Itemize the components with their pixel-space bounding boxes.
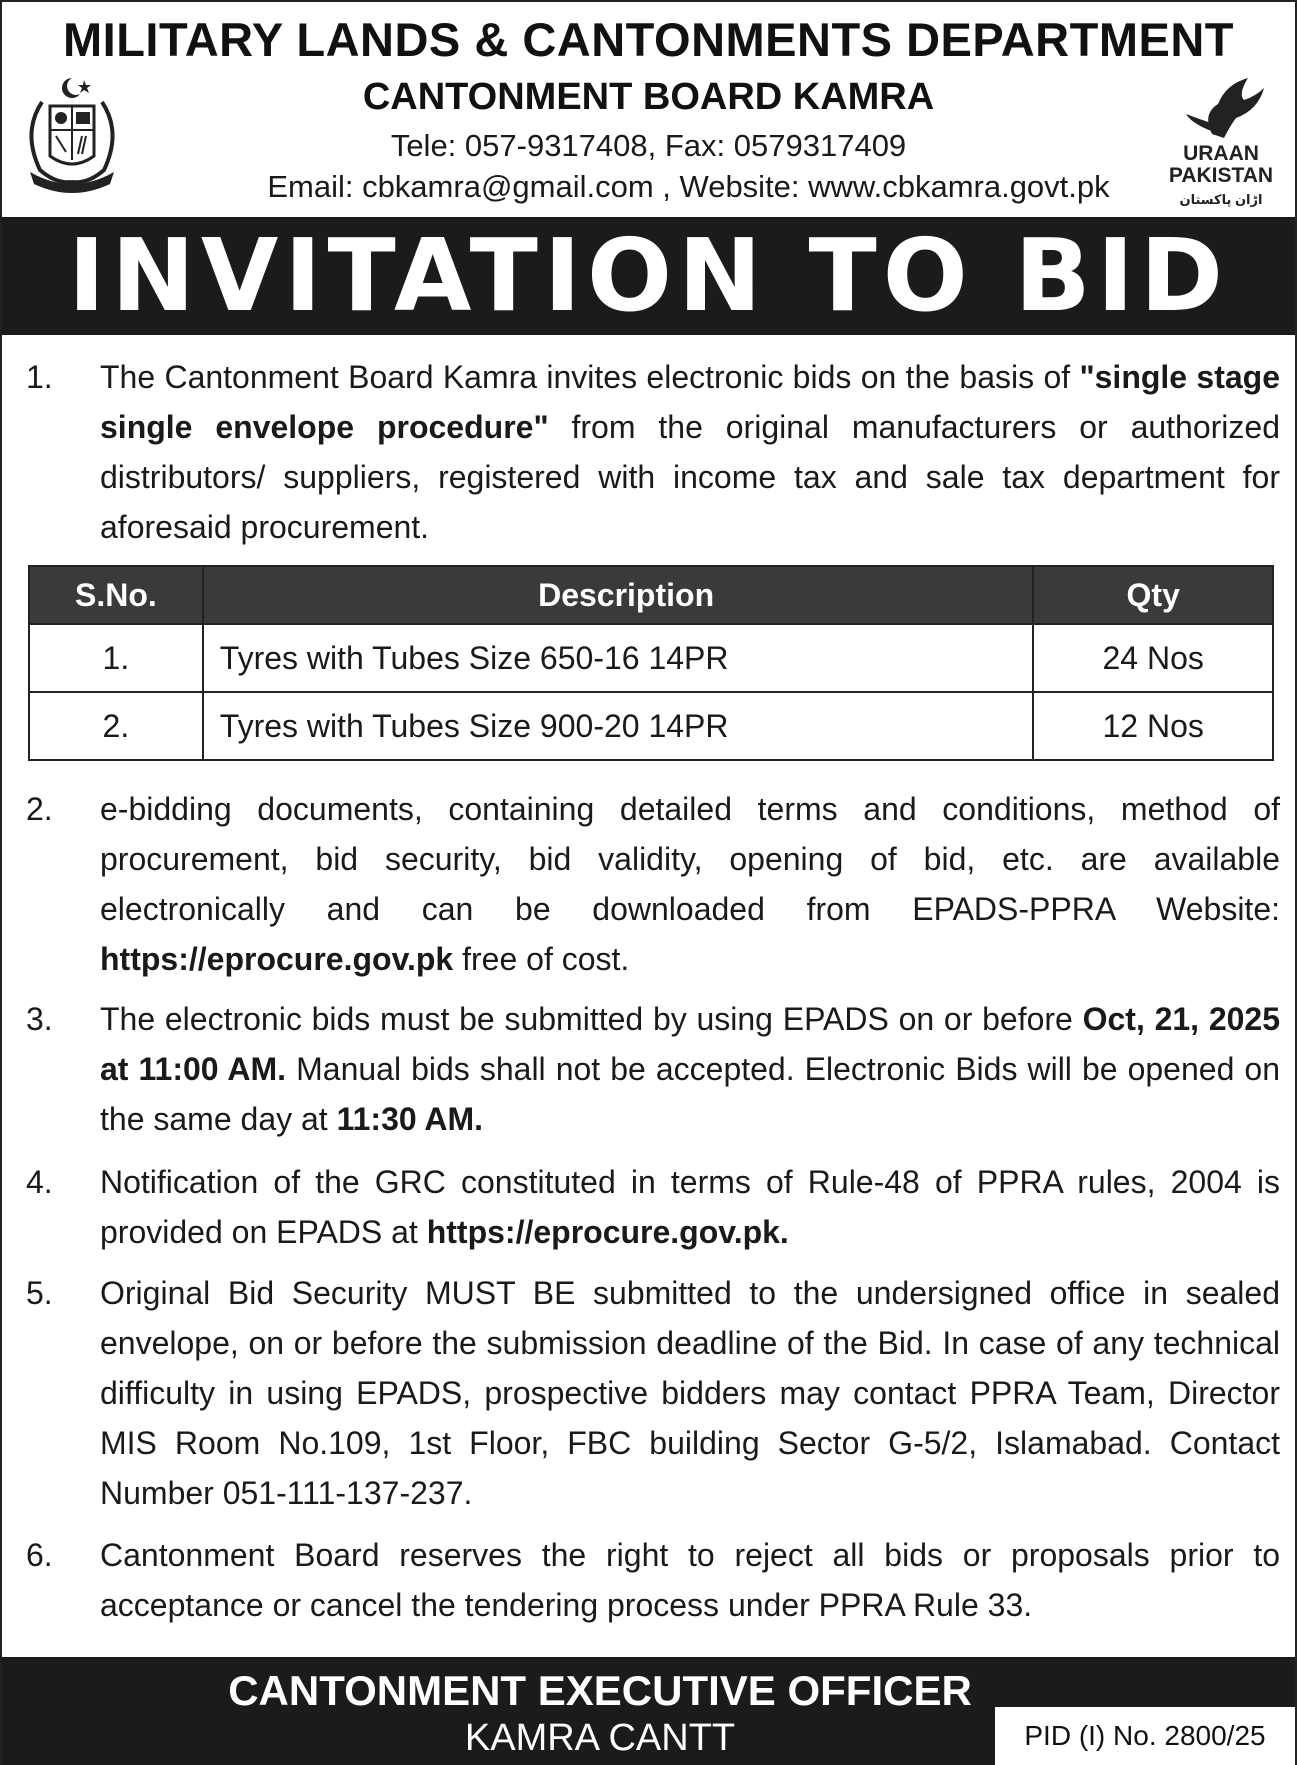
table-row bbox=[29, 692, 1273, 760]
row-qty: 24 Nos bbox=[1033, 624, 1273, 692]
logo-line-2: PAKISTAN bbox=[1168, 164, 1274, 187]
clause-number: 1. bbox=[26, 359, 53, 395]
clause-text: Cantonment Board reserves the right to reject all bids or proposals prior to acceptance or cancel the tendering process under PPRA Rule 33. bbox=[100, 1537, 1280, 1623]
clause-text-part: free of cost. bbox=[453, 941, 630, 977]
clause-text-part: The Cantonment Board Kamra invites electronic bids on the basis of bbox=[100, 359, 1080, 395]
invitation-banner: INVITATION TO BID bbox=[2, 217, 1295, 335]
clause-text-part: Manual bids shall not be accepted. Electronic Bids will be opened on the same day at bbox=[100, 1051, 1281, 1137]
header-qty: Qty bbox=[1033, 566, 1273, 624]
tele-fax: Tele: 057-9317408, Fax: 0579317409 bbox=[390, 128, 907, 163]
eagle-icon bbox=[1152, 74, 1290, 144]
department-title: MILITARY LANDS & CANTONMENTS DEPARTMENT bbox=[63, 13, 1234, 66]
clause-text-part: Notification of the GRC constituted in terms of Rule-48 of PPRA rules, 2004 is provided on EPADS at bbox=[100, 1164, 1280, 1250]
clause-text-part: from the original manufacturers or authorized distributors/ suppliers, registered with income tax and sale tax department for aforesaid procurement. bbox=[100, 409, 1281, 545]
footer bbox=[2, 1657, 1295, 1765]
header-description: Description bbox=[203, 566, 1034, 624]
table-row bbox=[29, 624, 1273, 692]
clause-text-part: e-bidding documents, containing detailed terms and conditions, method of procurement, bid security, bid validity, opening of bid, etc. are available electronically and can be downloaded from EPADS-PPRA Website: bbox=[100, 791, 1280, 927]
clause-text bbox=[100, 994, 1280, 1144]
clause-number: 5. bbox=[26, 1275, 53, 1311]
row-qty: 12 Nos bbox=[1033, 692, 1273, 760]
clause-text bbox=[100, 352, 1280, 552]
logo-line-1: URAAN bbox=[1183, 142, 1259, 165]
clause-number: 3. bbox=[26, 1001, 53, 1037]
row-description: Tyres with Tubes Size 650-16 14PR bbox=[203, 624, 1034, 692]
opening-time-emphasis: 11:30 AM. bbox=[336, 1101, 484, 1137]
clause-text: Original Bid Security MUST BE submitted to the undersigned office in sealed envelope, on or before the submission deadline of the Bid. In case of any technical difficulty in using EPADS, prospective bidders may contact PPRA Team, Director MIS Room No.109, 1st Floor, FBC building Sector G-5/2, Islamabad. Contact Number 051-111-137-237. bbox=[100, 1275, 1280, 1511]
row-description: Tyres with Tubes Size 900-20 14PR bbox=[203, 692, 1034, 760]
eprocure-link[interactable]: https://eprocure.gov.pk. bbox=[426, 1214, 789, 1250]
officer-location: KAMRA CANTT bbox=[464, 1717, 736, 1759]
row-sno: 2. bbox=[29, 692, 203, 760]
officer-title: CANTONMENT EXECUTIVE OFFICER bbox=[228, 1667, 972, 1714]
table-header-row bbox=[29, 566, 1273, 624]
clause-text-part: The electronic bids must be submitted by using EPADS on or before bbox=[100, 1001, 1083, 1037]
deadline-emphasis: Oct, 21, 2025 at 11:00 AM. bbox=[100, 1001, 1281, 1087]
header bbox=[2, 2, 1295, 216]
clause-text bbox=[100, 784, 1280, 984]
email-website: Email: cbkamra@gmail.com , Website: www.cbkamra.govt.pk bbox=[267, 169, 1110, 204]
clause-number: 4. bbox=[26, 1164, 53, 1200]
clause-text bbox=[100, 1157, 1280, 1257]
procedure-emphasis: "single stage single envelope procedure" bbox=[100, 359, 1281, 445]
clause-number: 6. bbox=[26, 1537, 53, 1573]
row-sno: 1. bbox=[29, 624, 203, 692]
items-table bbox=[28, 565, 1274, 761]
eprocure-link[interactable]: https://eprocure.gov.pk bbox=[100, 941, 454, 977]
uraan-pakistan-logo bbox=[1152, 74, 1290, 212]
logo-tagline: اڑان پاکستان bbox=[1179, 192, 1263, 207]
clause-number: 2. bbox=[26, 791, 53, 827]
pid-number: PID (I) No. 2800/25 bbox=[995, 1707, 1295, 1765]
header-sno: S.No. bbox=[29, 566, 203, 624]
board-title: CANTONMENT BOARD KAMRA bbox=[362, 76, 935, 118]
